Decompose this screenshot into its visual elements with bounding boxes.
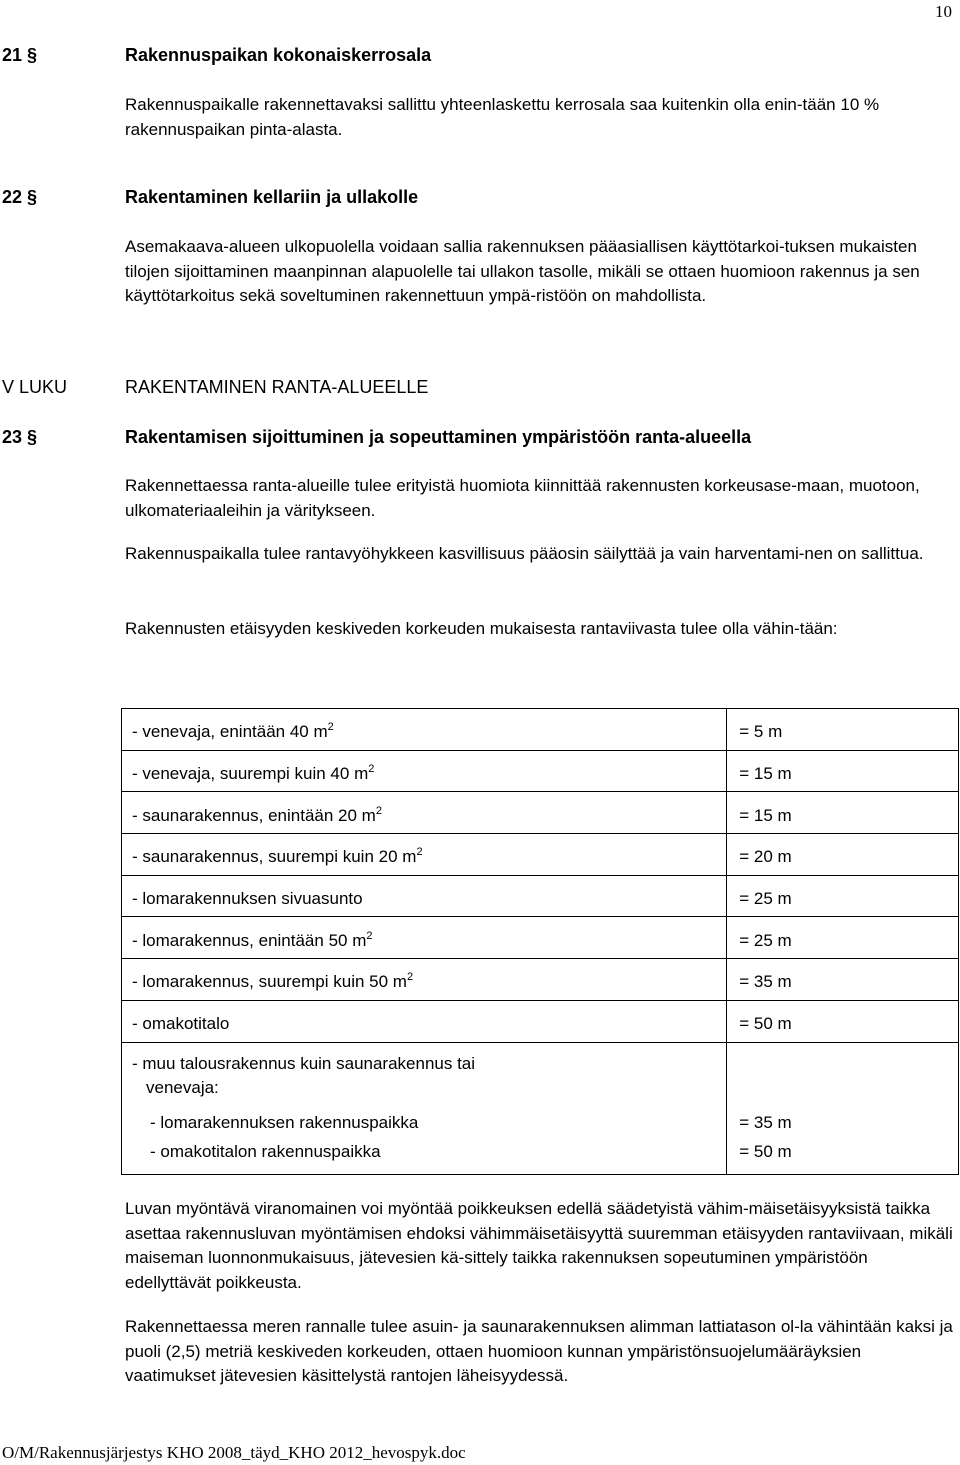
row-value: = 35 m = 50 m (727, 1042, 959, 1174)
section-23-paragraph-3: Rakennusten etäisyyden keskiveden korkeuden mukaisesta rantaviivasta tulee olla vähin-tään: (125, 619, 838, 638)
section-22-title: Rakentaminen kellariin ja ullakolle (125, 187, 419, 207)
section-23-paragraph-1: Rakennettaessa ranta-alueille tulee erityistä huomiota kiinnittää rakennusten korkeusase-maan, muotoon, ulkomateriaaleihin ja väritykseen. (125, 476, 920, 520)
row-label: - venevaja, suurempi kuin 40 $m^2$ (122, 750, 727, 792)
row-value: = 15 m (727, 792, 959, 834)
row-value: = 20 m (727, 834, 959, 876)
table-row (122, 875, 959, 917)
section-23-paragraph-5: Rakennettaessa meren rannalle tulee asuin- ja saunarakennuksen alimman lattiatason ol-la vähintään kaksi ja puoli (2,5) metriä keskiveden korkeuden, ottaen huomioon kunnan ympäristönsuojelumääräyksien vaatimukset jätevesien käsittelystä rantojen läheisyydessä. (125, 1317, 953, 1385)
table-row (122, 792, 959, 834)
table-row (122, 1000, 959, 1042)
footer-filename: O/M/Rakennusjärjestys KHO 2008_täyd_KHO 2012_hevospyk.doc (2, 1443, 466, 1462)
section-23-paragraph-4: Luvan myöntävä viranomainen voi myöntää poikkeuksen edellä säädetyistä vähim-mäisetäisyyksistä taikka asettaa rakennusluvan myöntämisen ehdoksi vähimmäisetäisyyttä suuremman etäisyyden rantaviivaan, mikäli maiseman luonnonmukaisuus, jätevesien kä-sittely taikka rakennuksen sopeutuminen ympäristöön edellyttävät poikkeusta. (125, 1199, 953, 1292)
distance-table (121, 708, 959, 1175)
row-value: = 15 m (727, 750, 959, 792)
chapter-title: RAKENTAMINEN RANTA-ALUEELLE (125, 377, 429, 397)
table-row (122, 709, 959, 751)
section-23-title: Rakentamisen sijoittuminen ja sopeuttaminen ympäristöön ranta-alueella (125, 427, 752, 447)
table-row-other-buildings (122, 1042, 959, 1174)
row-label: - lomarakennus, suurempi kuin 50 $m^2$ (122, 959, 727, 1001)
row-label: - muu talousrakennus kuin saunarakennus tai venevaja: - lomarakennuksen rakennuspaikka - omakotitalon rakennuspaikka (122, 1042, 727, 1174)
distance-table-body (122, 709, 959, 1175)
table-row (122, 834, 959, 876)
row-label: - omakotitalo (122, 1000, 727, 1042)
row-value: = 25 m (727, 917, 959, 959)
section-21-title: Rakennuspaikan kokonaiskerrosala (125, 45, 432, 65)
row-label: - saunarakennus, suurempi kuin 20 $m^2$ (122, 834, 727, 876)
table-row (122, 750, 959, 792)
chapter-number: V LUKU (2, 377, 68, 397)
row-label: - lomarakennus, enintään 50 $m^2$ (122, 917, 727, 959)
row-value: = 50 m (727, 1000, 959, 1042)
section-21-number: 21 § (2, 45, 38, 65)
row-value: = 25 m (727, 875, 959, 917)
table-row (122, 959, 959, 1001)
row-label: - saunarakennus, enintään 20 $m^2$ (122, 792, 727, 834)
table-row (122, 917, 959, 959)
section-22-number: 22 § (2, 187, 38, 207)
row-label: - venevaja, enintään 40 $m^2$ (122, 709, 727, 751)
row-value: = 35 m (727, 959, 959, 1001)
section-23-number: 23 § (2, 427, 38, 447)
section-22-paragraph: Asemakaava-alueen ulkopuolella voidaan sallia rakennuksen pääasiallisen käyttötarkoi-tuksen mukaisten tilojen sijoittaminen maanpinnan alapuolelle tai ullakon tasolle, mikäli se ottaen huomioon rakennus ja sen käyttötarkoitus sekä soveltuminen rakennettuun ympä-ristöön on mahdollista. (125, 237, 920, 305)
row-label: - lomarakennuksen sivuasunto (122, 875, 727, 917)
row-value: = 5 m (727, 709, 959, 751)
section-21-paragraph: Rakennuspaikalle rakennettavaksi sallittu yhteenlaskettu kerrosala saa kuitenkin olla enin-tään 10 % rakennuspaikan pinta-alasta. (125, 95, 880, 139)
page-number: 10 (935, 2, 952, 21)
section-23-paragraph-2: Rakennuspaikalla tulee rantavyöhykkeen kasvillisuus pääosin säilyttää ja vain harventami-nen on sallittua. (125, 544, 924, 563)
